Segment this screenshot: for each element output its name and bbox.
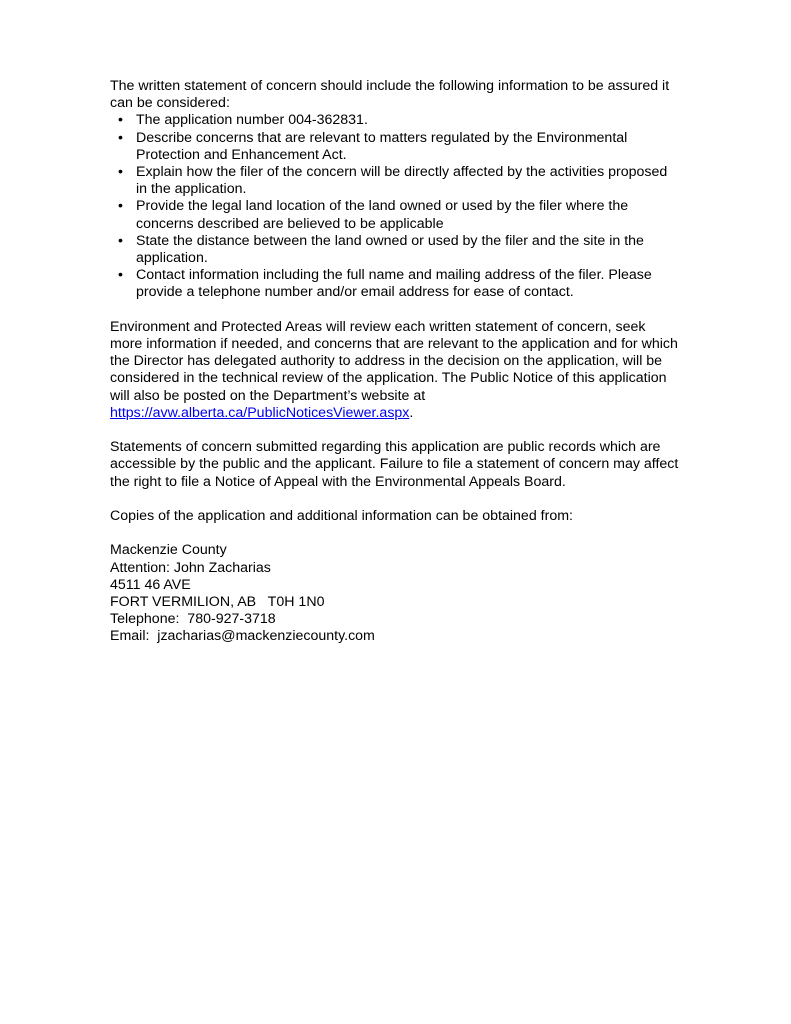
link-suffix-period: .: [409, 404, 414, 421]
list-item-describe-concerns: • Describe concerns that are relevant to matters regulated by the Environmental Protection and Enhancement Act.: [110, 130, 681, 164]
contact-street-address: 4511 46 AVE: [110, 576, 191, 593]
contact-block: [110, 542, 681, 645]
requirements-list: [110, 112, 681, 301]
public-records-paragraph: Statements of concern submitted regarding this application are public records which are accessible by the public and the applicant. Failure to file a statement of concern may affect the right to file a Notice of Appeal with the Environmental Appeals Board.: [110, 439, 679, 490]
list-item-explain-affected: • Explain how the filer of the concern will be directly affected by the activities proposed in the application.: [110, 164, 681, 198]
review-paragraph: [110, 319, 681, 422]
intro-paragraph: The written statement of concern should include the following information to be assured it can be considered:: [110, 78, 670, 112]
review-paragraph-text: Environment and Protected Areas will review each written statement of concern, seek more information if needed, and concerns that are relevant to the application and for which the Director has delegated authority to address in the decision on the application, will be considered in the technical review of the application. The Public Notice of this application will also be posted on the Department’s website at: [110, 318, 678, 404]
contact-email: Email: jzacharias@mackenziecounty.com: [110, 628, 375, 645]
list-item-legal-land-location: • Provide the legal land location of the land owned or used by the filer where the concerns described are believed to be applicable: [110, 198, 681, 232]
copies-paragraph: Copies of the application and additional information can be obtained from:: [110, 508, 573, 525]
contact-organization: Mackenzie County: [110, 542, 227, 559]
contact-telephone: Telephone: 780-927-3718: [110, 611, 276, 628]
contact-attention: Attention: John Zacharias: [110, 559, 271, 576]
list-item-contact-information: • Contact information including the full name and mailing address of the filer. Please provide a telephone number and/or email address for ease of contact.: [110, 267, 681, 301]
public-notices-link[interactable]: https://avw.alberta.ca/PublicNoticesViewer.aspx: [110, 404, 410, 421]
list-item-state-distance: • State the distance between the land owned or used by the filer and the site in the application.: [110, 233, 681, 267]
list-item-application-number: • The application number 004-362831.: [110, 112, 681, 129]
contact-city-postal: FORT VERMILION, AB T0H 1N0: [110, 594, 325, 611]
